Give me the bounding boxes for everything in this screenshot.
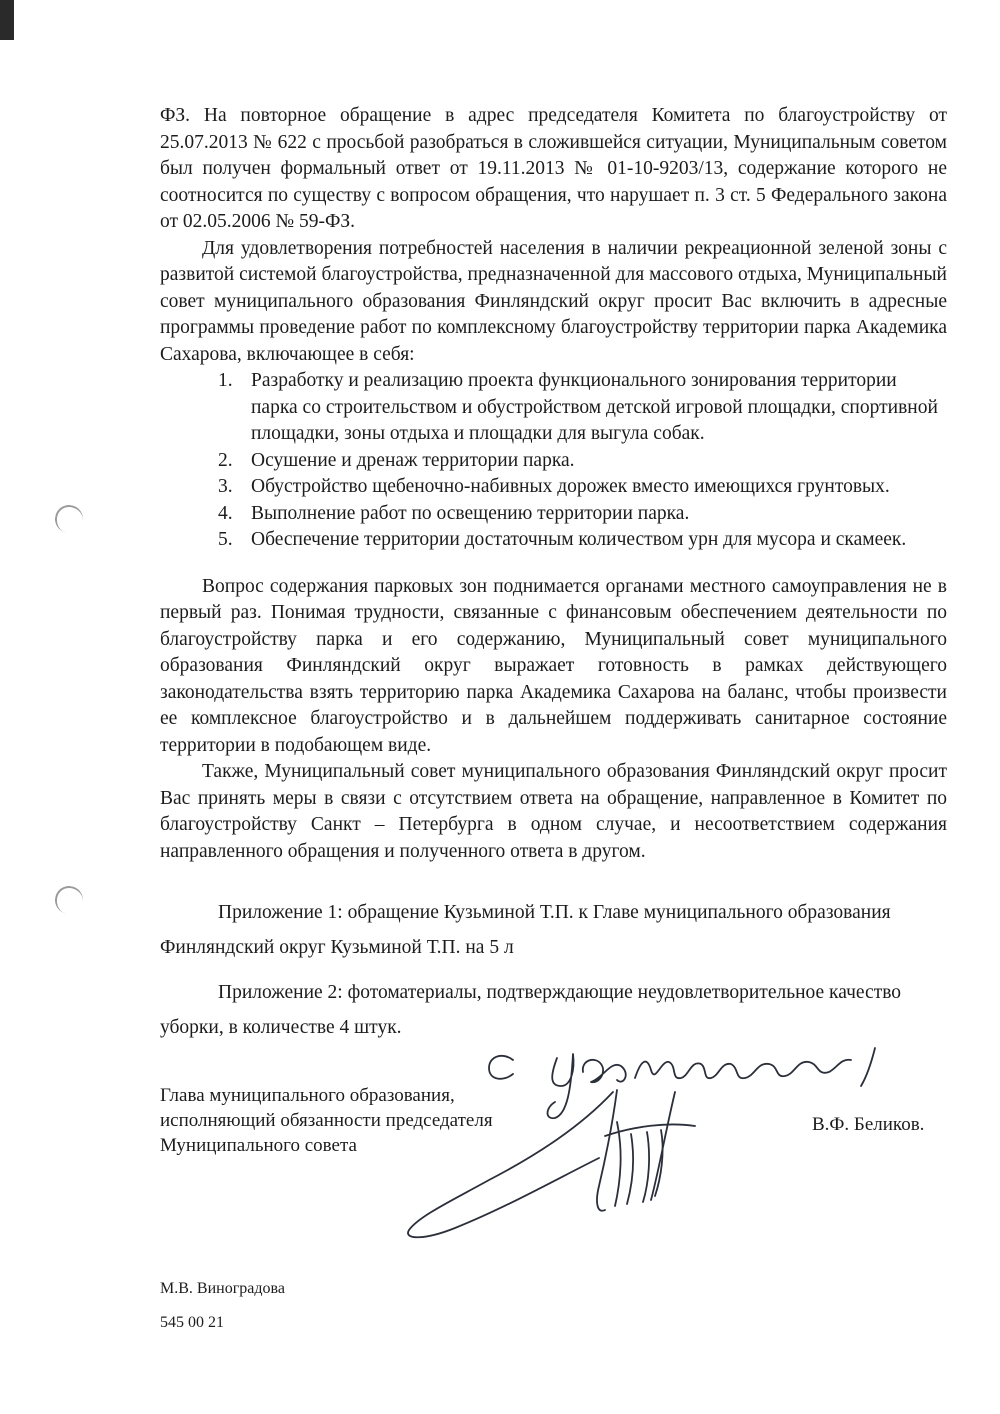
list-item: 4. Выполнение работ по освещению территории парка. — [218, 502, 690, 524]
signatory-name: В.Ф. Беликов. — [812, 1114, 925, 1135]
executor-phone: 545 00 21 — [160, 1314, 224, 1331]
executor-info — [160, 1272, 285, 1340]
list-item: 2. Осушение и дренаж территории парка. — [218, 449, 575, 471]
executor-name: М.В. Виноградова — [160, 1280, 285, 1297]
paragraph-continuation: ФЗ. На повторное обращение в адрес председателя Комитета по благоустройству от 25.07.2013 № 622 с просьбой разобраться в сложившейся ситуации, Муниципальным советом был получен формальный ответ от 19.11.2013 № 01-10-9203/13, содержание которого не соотносится по существу с вопросом обращения, что нарушает п. 3 ст. 5 Федерального закона от 02.05.2006 № 59-ФЗ. — [160, 105, 947, 232]
punch-hole-mark — [53, 884, 85, 916]
appendix-2: Приложение 2: фотоматериалы, подтверждающие неудовлетворительное качество уборки, в количестве 4 штук. — [160, 982, 902, 1038]
list-item: 5. Обеспечение территории достаточным количеством урн для мусора и скамеек. — [218, 529, 907, 550]
list-item: 1. Разработку и реализацию проекта функционального зонирования территории парка со строительством и обустройством детской игровой площадки, спортивной площадки, зоны отдыха и площадки для выгула собак. — [218, 370, 938, 444]
scan-edge-mark — [0, 0, 14, 40]
paragraph-balance: Вопрос содержания парковых зон поднимается органами местного самоуправления не в первый раз. Понимая трудности, связанные с финансовым обеспечением деятельности по благоустройству парка и его содержанию, Муниципальный совет муниципального образования Финляндский округ выражает готовность в рамках действующего законодательства взять территорию парка Академика Сахарова на баланс, чтобы произвести ее комплексное благоустройство и в дальнейшем поддерживать санитарное состояние территории в подобающем виде. — [160, 575, 947, 756]
works-list — [160, 368, 947, 554]
handwritten-signature — [385, 1030, 905, 1260]
signatory-position: Глава муниципального образования, исполняющий обязанности председателя Муниципального совета — [160, 1085, 493, 1156]
punch-hole-mark — [53, 503, 85, 535]
list-item: 3. Обустройство щебеночно-набивных дорожек вместо имеющихся грунтовых. — [218, 476, 890, 497]
letter-body — [160, 103, 947, 1045]
paragraph-measures: Также, Муниципальный совет муниципального образования Финляндский округ просит Вас принять меры в связи с отсутствием ответа на обращение, направленное в Комитет по благоустройству Санкт – Петербурга в одном случае, и несоответствием содержания направленного обращения и полученного ответа в другом. — [160, 761, 947, 862]
paragraph-request: Для удовлетворения потребностей населения в наличии рекреационной зеленой зоны с развитой системой благоустройства, предназначенной для массового отдыха, Муниципальный совет муниципального образования Финляндский округ просит Вас включить в адресные программы проведение работ по комплексному благоустройству территории парка Академика Сахарова, включающее в себя: — [160, 237, 947, 365]
appendix-1: Приложение 1: обращение Кузьминой Т.П. к Главе муниципального образования Финляндский округ Кузьминой Т.П. на 5 л — [160, 902, 891, 958]
